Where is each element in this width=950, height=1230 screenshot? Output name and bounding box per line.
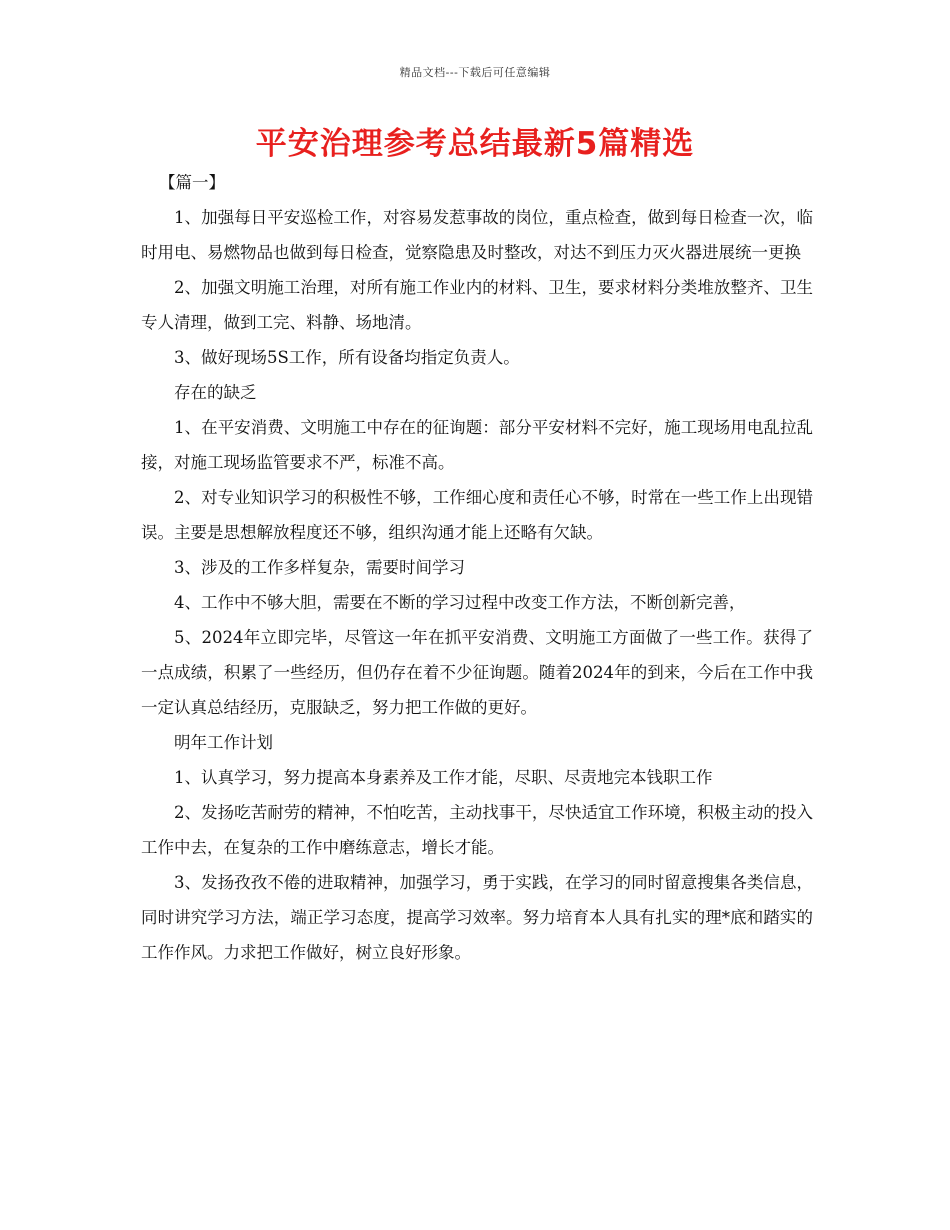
paragraph: 3、做好现场5S工作，所有设备均指定负责人。 [174, 348, 520, 367]
paragraph: 2、对专业知识学习的积极性不够，工作细心度和责任心不够，时常在一些工作上出现错误。主要是思想解放程度还不够，组织沟通才能上还略有欠缺。 [141, 488, 813, 542]
section-label: 【篇一】 [159, 173, 225, 192]
paragraph: 3、发扬孜孜不倦的进取精神，加强学习，勇于实践，在学习的同时留意搜集各类信息，同时讲究学习方法，端正学习态度，提高学习效率。努力培育本人具有扎实的理*底和踏实的工作作风。力求把工作做好，树立良好形象。 [141, 873, 813, 962]
paragraph: 1、在平安消费、文明施工中存在的征询题：部分平安材料不完好，施工现场用电乱拉乱接，对施工现场监管要求不严，标准不高。 [141, 418, 813, 472]
paragraph: 2、发扬吃苦耐劳的精神，不怕吃苦，主动找事干，尽快适宜工作环境，积极主动的投入工作中去，在复杂的工作中磨练意志，增长才能。 [141, 803, 813, 857]
document-body [141, 165, 813, 970]
document-title: 平安治理参考总结最新5篇精选 [255, 126, 695, 162]
subheading: 明年工作计划 [174, 733, 273, 752]
paragraph: 1、认真学习，努力提高本身素养及工作才能，尽职、尽责地完本钱职工作 [174, 768, 713, 787]
header-note: 精品文档---下载后可任意编辑 [399, 66, 551, 79]
subheading: 存在的缺乏 [174, 383, 257, 402]
paragraph: 4、工作中不够大胆，需要在不断的学习过程中改变工作方法，不断创新完善， [174, 593, 746, 612]
paragraph: 2、加强文明施工治理，对所有施工作业内的材料、卫生，要求材料分类堆放整齐、卫生专人清理，做到工完、料静、场地清。 [141, 278, 813, 332]
paragraph: 3、涉及的工作多样复杂，需要时间学习 [174, 558, 465, 577]
paragraph: 5、2024年立即完毕，尽管这一年在抓平安消费、文明施工方面做了一些工作。获得了一点成绩，积累了一些经历，但仍存在着不少征询题。随着2024年的到来，今后在工作中我一定认真总结经历，克服缺乏，努力把工作做的更好。 [141, 628, 813, 717]
paragraph: 1、加强每日平安巡检工作，对容易发惹事故的岗位，重点检查，做到每日检查一次，临时用电、易燃物品也做到每日检查，觉察隐患及时整改，对达不到压力灭火器进展统一更换 [141, 208, 813, 262]
